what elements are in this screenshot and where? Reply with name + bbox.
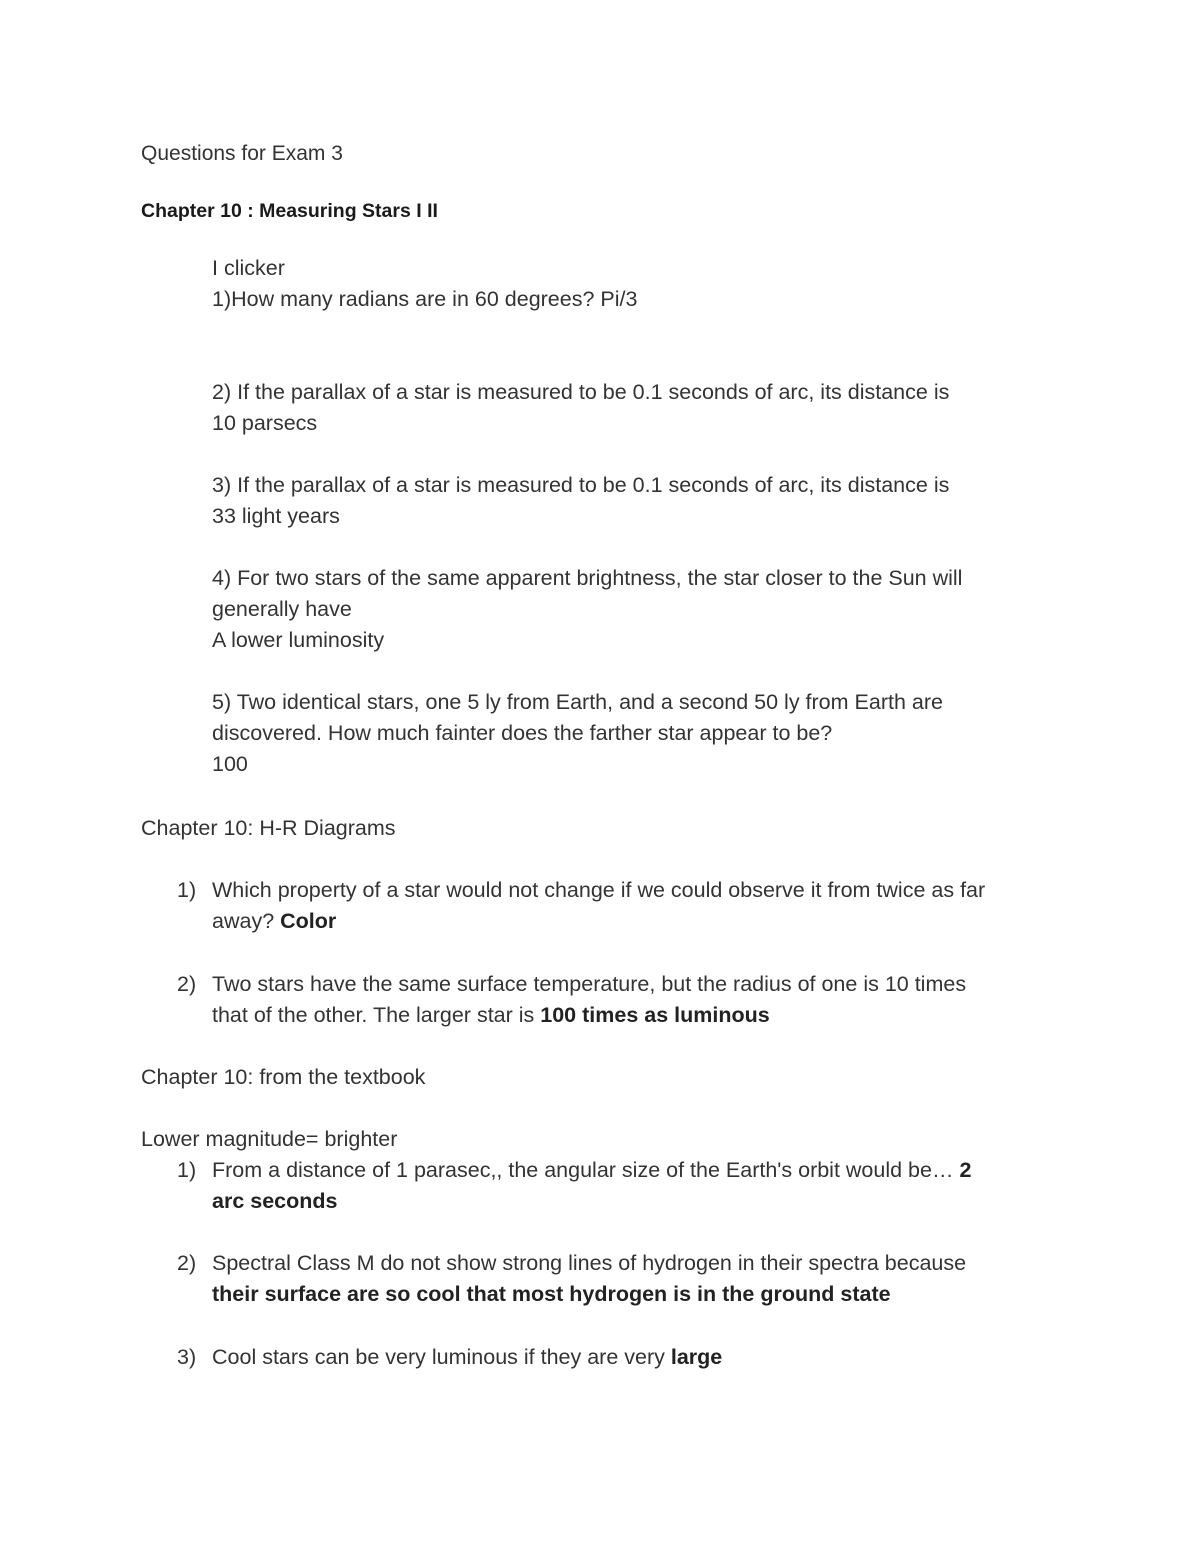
question-2-line-2: 10 parsecs bbox=[212, 411, 318, 435]
item-text: that of the other. The larger star is bbox=[212, 1003, 541, 1027]
answer-bold: Color bbox=[280, 909, 337, 933]
list-number: 2) bbox=[177, 1251, 197, 1275]
answer-bold: large bbox=[670, 1345, 723, 1369]
list-item-line-2 bbox=[212, 906, 336, 937]
question-3-line-1: 3) If the parallax of a star is measured to be 0.1 seconds of arc, its distance is bbox=[212, 473, 950, 497]
list-item-line-1: Two stars have the same surface temperature, but the radius of one is 10 times bbox=[212, 972, 967, 996]
list-item-line-2: arc seconds bbox=[212, 1189, 338, 1213]
list-item-line-2: their surface are so cool that most hydrogen is in the ground state bbox=[212, 1282, 891, 1306]
list-number: 1) bbox=[177, 878, 197, 902]
list-number: 1) bbox=[177, 1158, 197, 1182]
note-lower-magnitude: Lower magnitude= brighter bbox=[141, 1127, 398, 1151]
question-5-line-2: discovered. How much fainter does the farther star appear to be? bbox=[212, 721, 833, 745]
item-text: Cool stars can be very luminous if they are very bbox=[212, 1345, 671, 1369]
section-heading-measuring-stars: Chapter 10 : Measuring Stars I II bbox=[141, 200, 438, 222]
answer-bold: 2 bbox=[959, 1158, 972, 1182]
item-text: From a distance of 1 parasec,, the angular size of the Earth's orbit would be… bbox=[212, 1158, 960, 1182]
question-1: 1)How many radians are in 60 degrees? Pi/3 bbox=[212, 287, 638, 311]
document-title: Questions for Exam 3 bbox=[141, 142, 343, 165]
answer-bold: 100 times as luminous bbox=[540, 1003, 770, 1027]
question-4-line-1: 4) For two stars of the same apparent brightness, the star closer to the Sun will bbox=[212, 566, 963, 590]
list-item-line-1 bbox=[212, 1342, 722, 1373]
section-heading-textbook: Chapter 10: from the textbook bbox=[141, 1065, 426, 1089]
item-text: away? bbox=[212, 909, 281, 933]
subheading-iclicker: I clicker bbox=[212, 256, 285, 280]
question-5-line-3: 100 bbox=[212, 752, 248, 776]
list-item-line-1 bbox=[212, 1155, 971, 1186]
list-number: 2) bbox=[177, 972, 197, 996]
list-number: 3) bbox=[177, 1345, 197, 1369]
list-item-line-2 bbox=[212, 1000, 770, 1031]
question-4-line-2: generally have bbox=[212, 597, 352, 621]
list-item-line-1: Which property of a star would not change if we could observe it from twice as far bbox=[212, 878, 986, 902]
list-item-line-1: Spectral Class M do not show strong lines of hydrogen in their spectra because bbox=[212, 1251, 967, 1275]
question-4-line-3: A lower luminosity bbox=[212, 628, 385, 652]
question-5-line-1: 5) Two identical stars, one 5 ly from Earth, and a second 50 ly from Earth are bbox=[212, 690, 943, 714]
question-3-line-2: 33 light years bbox=[212, 504, 340, 528]
question-2-line-1: 2) If the parallax of a star is measured to be 0.1 seconds of arc, its distance is bbox=[212, 380, 950, 404]
section-heading-hr-diagrams: Chapter 10: H-R Diagrams bbox=[141, 816, 396, 840]
